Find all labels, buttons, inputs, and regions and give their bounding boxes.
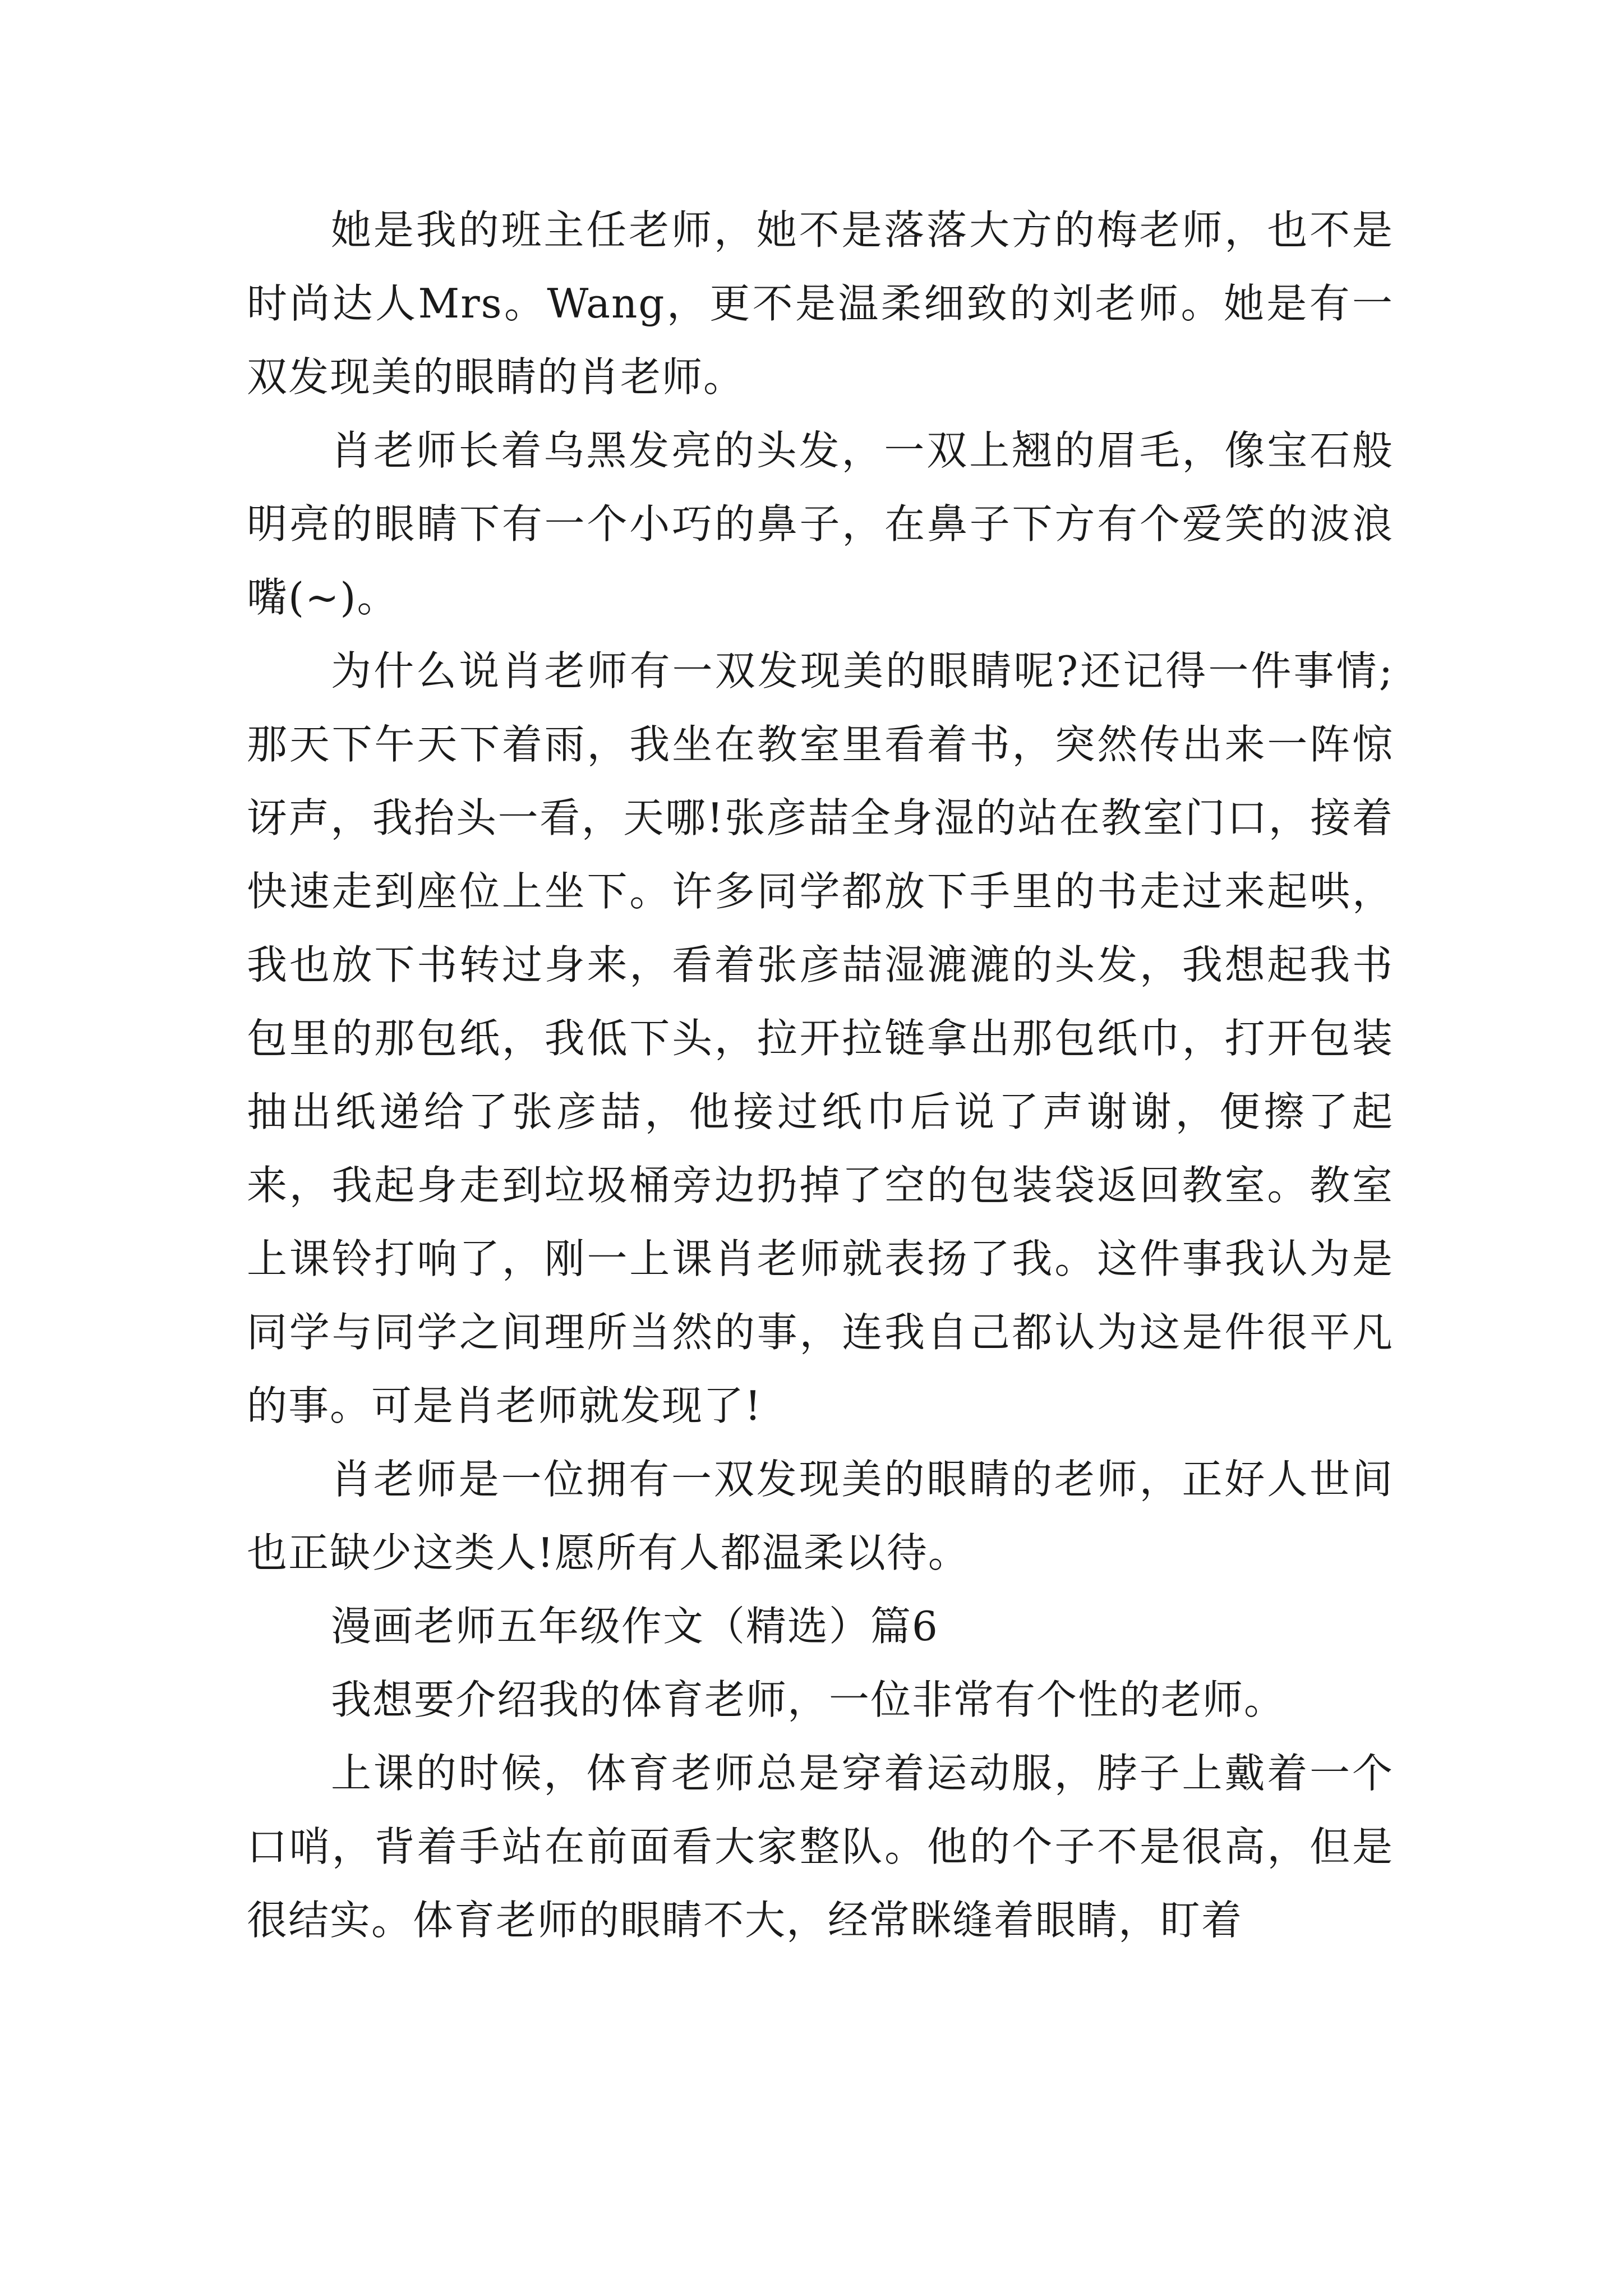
paragraph-pe-description: 上课的时候，体育老师总是穿着运动服，脖子上戴着一个口哨，背着手站在前面看大家整队。他的个子不是很高，但是很结实。体育老师的眼睛不大，经常眯缝着眼睛，盯着 [247,1750,1394,1944]
section-title: 漫画老师五年级作文（精选）篇6 [331,1603,939,1650]
paragraph-pe-intro: 我想要介绍我的体育老师，一位非常有个性的老师。 [331,1676,1286,1723]
paragraph-intro: 她是我的班主任老师，她不是落落大方的梅老师，也不是时尚达人Mrs。Wang，更不是温柔细致的刘老师。她是有一双发现美的眼睛的肖老师。 [247,206,1394,401]
paragraph-conclusion: 肖老师是一位拥有一双发现美的眼睛的老师，正好人世间也正缺少这类人!愿所有人都温柔以待。 [247,1456,1394,1576]
paragraph-appearance: 肖老师长着乌黑发亮的头发，一双上翘的眉毛，像宝石般明亮的眼睛下有一个小巧的鼻子，在鼻子下方有个爱笑的波浪嘴(~)。 [247,427,1394,621]
paragraph-story: 为什么说肖老师有一双发现美的眼睛呢?还记得一件事情;那天下午天下着雨，我坐在教室里看着书，突然传出来一阵惊讶声，我抬头一看，天哪!张彦喆全身湿的站在教室门口，接着快速走到座位上坐下。许多同学都放下手里的书走过来起哄，我也放下书转过身来，看着张彦喆湿漉漉的头发，我想起我书包里的那包纸，我低下头，拉开拉链拿出那包纸巾，打开包装抽出纸递给了张彦喆，他接过纸巾后说了声谢谢，便擦了起来，我起身走到垃圾桶旁边扔掉了空的包装袋返回教室。教室上课铃打响了，刚一上课肖老师就表扬了我。这件事我认为是同学与同学之间理所当然的事，连我自己都认为这是件很平凡的事。可是肖老师就发现了! [247,647,1394,1429]
document-body [247,194,1394,1957]
